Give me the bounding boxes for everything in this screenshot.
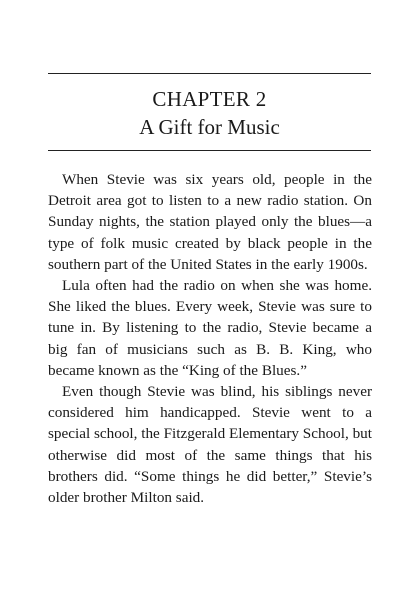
bottom-rule	[48, 150, 371, 151]
top-rule	[48, 73, 371, 74]
chapter-number: CHAPTER 2	[152, 87, 267, 111]
chapter-heading	[48, 86, 371, 141]
paragraph-1: When Stevie was six years old, people in the Detroit area got to listen to a new radio station. On Sunday nights, the station played only the blues—a type of folk music created by black people in the southern part of the United States in the early 1900s.	[48, 171, 372, 273]
paragraph-3: Even though Stevie was blind, his siblings never considered him handicapped. Stevie went to a special school, the Fitzgerald Elementary School, but otherwise did most of the same things that his brothers did. “Some things he did better,” Stevie’s older brother Milton said.	[48, 383, 372, 507]
chapter-body	[48, 169, 372, 508]
chapter-title: A Gift for Music	[139, 115, 280, 139]
paragraph-2: Lula often had the radio on when she was home. She liked the blues. Every week, Stevie was sure to tune in. By listening to the radio, Stevie became a big fan of musicians such as B. B. King, who became known as the “King of the Blues.”	[48, 277, 372, 379]
